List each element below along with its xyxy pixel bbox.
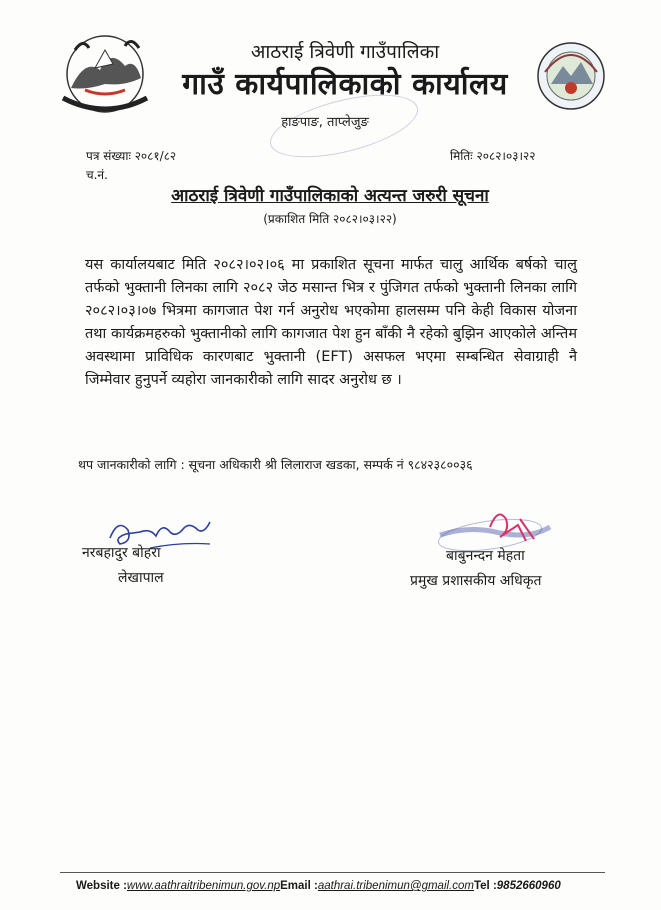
contact-info: थप जानकारीको लागि : सूचना अधिकारी श्री लिलाराज खडका, सम्पर्क नं ९८४२३८००३६ [78, 457, 473, 472]
website-label: Website : [76, 880, 127, 892]
dispatch-number: च.नं. [86, 168, 108, 182]
tel-label: Tel : [473, 880, 497, 892]
reference-number: पत्र संख्याः २०८१/८२ [86, 149, 177, 163]
footer-divider [60, 872, 605, 873]
cao-name: बाबुनन्दन मेहता [446, 548, 525, 564]
office-address: हाङपाङ, ताप्लेजुङ [281, 115, 369, 130]
email-label: Email : [280, 880, 318, 892]
website-link[interactable]: www.aathraitribenimun.gov.np [126, 880, 281, 892]
notice-title: आठराई त्रिवेणी गाउँपालिकाको अत्यन्त जरुरी सूचना [171, 186, 489, 206]
footer [76, 880, 636, 892]
municipality-logo-icon [535, 36, 607, 116]
published-date: (प्रकाशित मिति २०८२।०३।२२) [263, 212, 397, 226]
office-name: गाउँ कार्यपालिकाको कार्यालय [182, 67, 508, 102]
email-link[interactable]: aathrai.tribenimun@gmail.com [317, 880, 474, 892]
telephone-number: 9852660960 [496, 880, 561, 892]
municipality-name: आठराई त्रिवेणी गाउँपालिका [250, 41, 440, 63]
accountant-title: लेखापाल [118, 570, 164, 586]
letter-date: मितिः २०८२।०३।२२ [450, 149, 536, 163]
notice-body: यस कार्यालयबाट मिति २०८२।०२।०६ मा प्रकाशित सूचना मार्फत चालु आर्थिक बर्षको चालु तर्फको भुक्तानी लिनका लागि २०८२ जेठ मसान्त भित्र र पुंजिगत तर्फको भुक्तानी लिनका लागि २०८२।०३।०७ भित्रमा कागजात पेश गर्न अनुरोध भएकोमा हालसम्म पनि केही विकास योजना तथा कार्यक्रमहरुको भुक्तानीको लागि कागजात पेश हुन बाँकी नै रहेको बुझिन आएकोले अन्तिम अवस्थामा प्राविधिक कारणबाट भुक्तानी (EFT) असफल भएमा सम्बन्धित सेवाग्राही नै जिम्मेवार हुनुपर्ने व्यहोरा जानकारीको लागि सादर अनुरोध छ । [85, 257, 577, 388]
government-emblem-icon [55, 28, 155, 120]
cao-title: प्रमुख प्रशासकीय अधिकृत [410, 573, 542, 589]
accountant-name: नरबहादुर बोहरा [82, 545, 161, 561]
